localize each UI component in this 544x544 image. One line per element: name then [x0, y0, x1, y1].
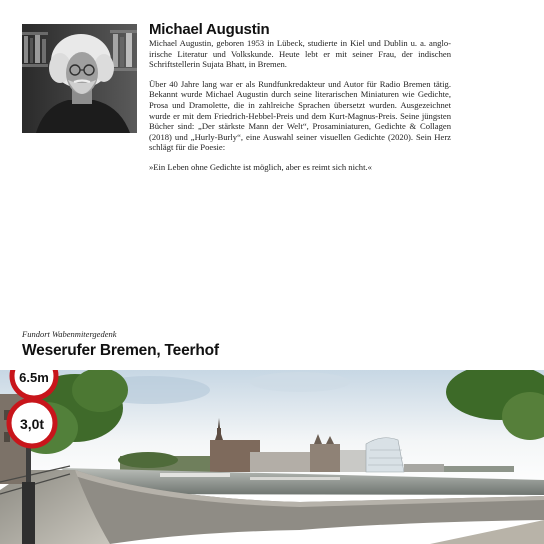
location-title: Weserufer Bremen, Teerhof	[22, 342, 219, 359]
location-kicker: Fundort Wabenmitergedenk	[22, 329, 117, 339]
bio-paragraph: Michael Augustin, geboren 1953 in Lübeck, studierte in Kiel und Dublin u. a. anglo-irische Literatur und Volkskunde. Heute lebt er mit seiner Frau, der indischen Schriftstellerin Sujata Bhatt, in Bremen.	[149, 38, 451, 70]
height-limit-sign	[12, 370, 56, 398]
height-limit-text: 6.5m	[19, 370, 49, 385]
bio-paragraph: Über 40 Jahre lang war er als Rundfunkredakteur und Autor für Radio Bremen tätig. Bekannt wurde Michael Augustin durch seine literarischen Miniaturen wie Gedichte, Prosa und Dramolette, die in zahlreiche Sprachen übersetzt wurden. Ausgezeichnet wurde er mit dem Friedrich-Hebbel-Preis und dem Kurt-Magnus-Preis. Seine jüngsten Bücher sind: „Der stärkste Mann der Welt“, Prosaminiaturen, Gedichte & Collagen (2018) und „Hurly-Burly“, eine Auswahl seiner visuellen Gedichte (2020). Sein Herz schlägt für die Poesie:	[149, 78, 451, 153]
weight-limit-sign	[9, 400, 55, 446]
author-bio	[149, 38, 451, 182]
author-name: Michael Augustin	[149, 21, 270, 38]
riverbank-photo	[0, 370, 544, 544]
author-portrait	[22, 24, 137, 133]
weight-limit-text: 3,0t	[19, 416, 45, 432]
author-quote: »Ein Leben ohne Gedichte ist möglich, aber es reimt sich nicht.«	[149, 161, 372, 172]
